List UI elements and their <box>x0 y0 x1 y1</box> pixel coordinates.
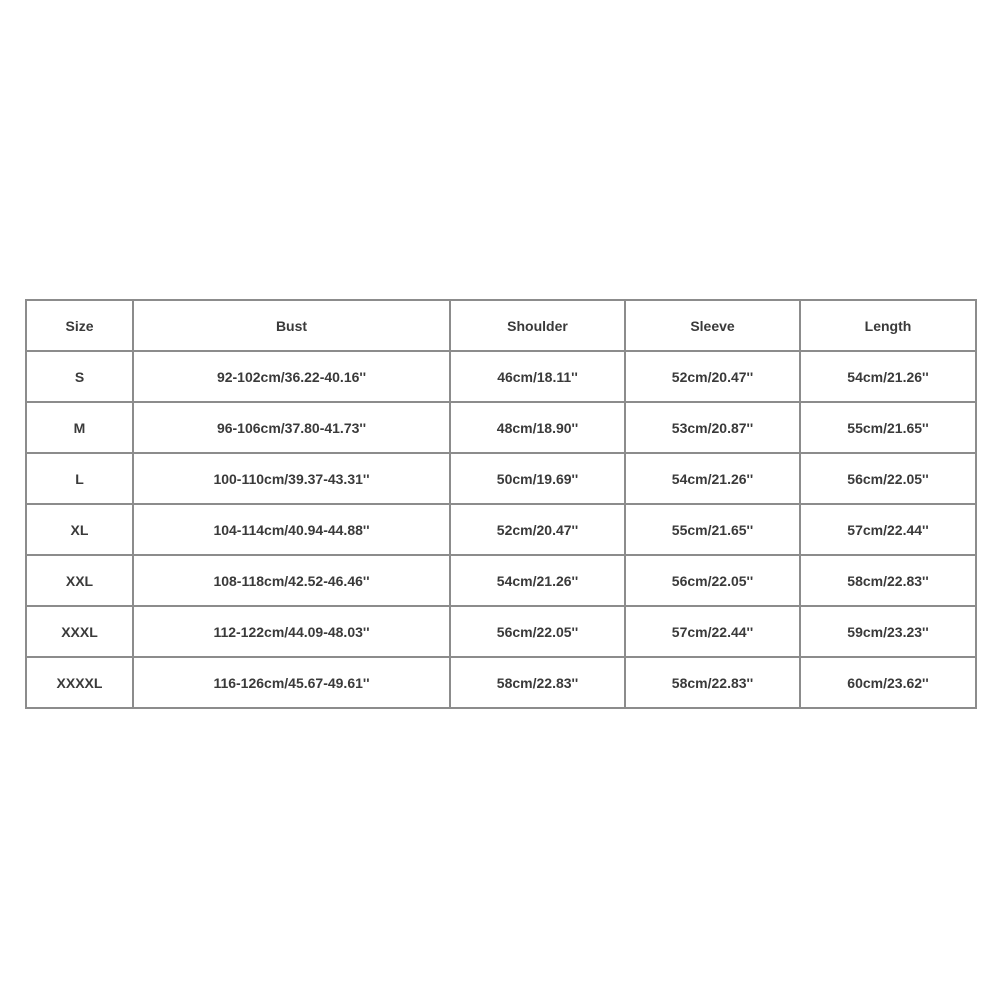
sleeve-cell: 53cm/20.87'' <box>625 402 800 453</box>
table-row <box>26 351 976 402</box>
sleeve-cell: 57cm/22.44'' <box>625 606 800 657</box>
bust-cell: 108-118cm/42.52-46.46'' <box>133 555 450 606</box>
sleeve-cell: 58cm/22.83'' <box>625 657 800 708</box>
shoulder-cell: 48cm/18.90'' <box>450 402 625 453</box>
sleeve-cell: 56cm/22.05'' <box>625 555 800 606</box>
length-cell: 60cm/23.62'' <box>800 657 976 708</box>
bust-cell: 112-122cm/44.09-48.03'' <box>133 606 450 657</box>
sleeve-cell: 55cm/21.65'' <box>625 504 800 555</box>
bust-cell: 92-102cm/36.22-40.16'' <box>133 351 450 402</box>
size-cell: XXL <box>26 555 133 606</box>
bust-cell: 100-110cm/39.37-43.31'' <box>133 453 450 504</box>
table-row <box>26 657 976 708</box>
length-cell: 58cm/22.83'' <box>800 555 976 606</box>
sleeve-cell: 52cm/20.47'' <box>625 351 800 402</box>
size-cell: XL <box>26 504 133 555</box>
table-row <box>26 555 976 606</box>
header-bust: Bust <box>133 300 450 351</box>
size-cell: L <box>26 453 133 504</box>
shoulder-cell: 46cm/18.11'' <box>450 351 625 402</box>
header-shoulder: Shoulder <box>450 300 625 351</box>
header-length: Length <box>800 300 976 351</box>
size-cell: S <box>26 351 133 402</box>
shoulder-cell: 58cm/22.83'' <box>450 657 625 708</box>
sleeve-cell: 54cm/21.26'' <box>625 453 800 504</box>
size-cell: XXXL <box>26 606 133 657</box>
size-cell: XXXXL <box>26 657 133 708</box>
length-cell: 56cm/22.05'' <box>800 453 976 504</box>
size-chart-table <box>25 299 977 709</box>
bust-cell: 116-126cm/45.67-49.61'' <box>133 657 450 708</box>
table-row <box>26 453 976 504</box>
table-header-row <box>26 300 976 351</box>
shoulder-cell: 56cm/22.05'' <box>450 606 625 657</box>
shoulder-cell: 50cm/19.69'' <box>450 453 625 504</box>
shoulder-cell: 52cm/20.47'' <box>450 504 625 555</box>
bust-cell: 96-106cm/37.80-41.73'' <box>133 402 450 453</box>
bust-cell: 104-114cm/40.94-44.88'' <box>133 504 450 555</box>
size-cell: M <box>26 402 133 453</box>
header-sleeve: Sleeve <box>625 300 800 351</box>
length-cell: 55cm/21.65'' <box>800 402 976 453</box>
table-row <box>26 504 976 555</box>
length-cell: 54cm/21.26'' <box>800 351 976 402</box>
header-size: Size <box>26 300 133 351</box>
shoulder-cell: 54cm/21.26'' <box>450 555 625 606</box>
table-row <box>26 606 976 657</box>
length-cell: 57cm/22.44'' <box>800 504 976 555</box>
length-cell: 59cm/23.23'' <box>800 606 976 657</box>
table-row <box>26 402 976 453</box>
